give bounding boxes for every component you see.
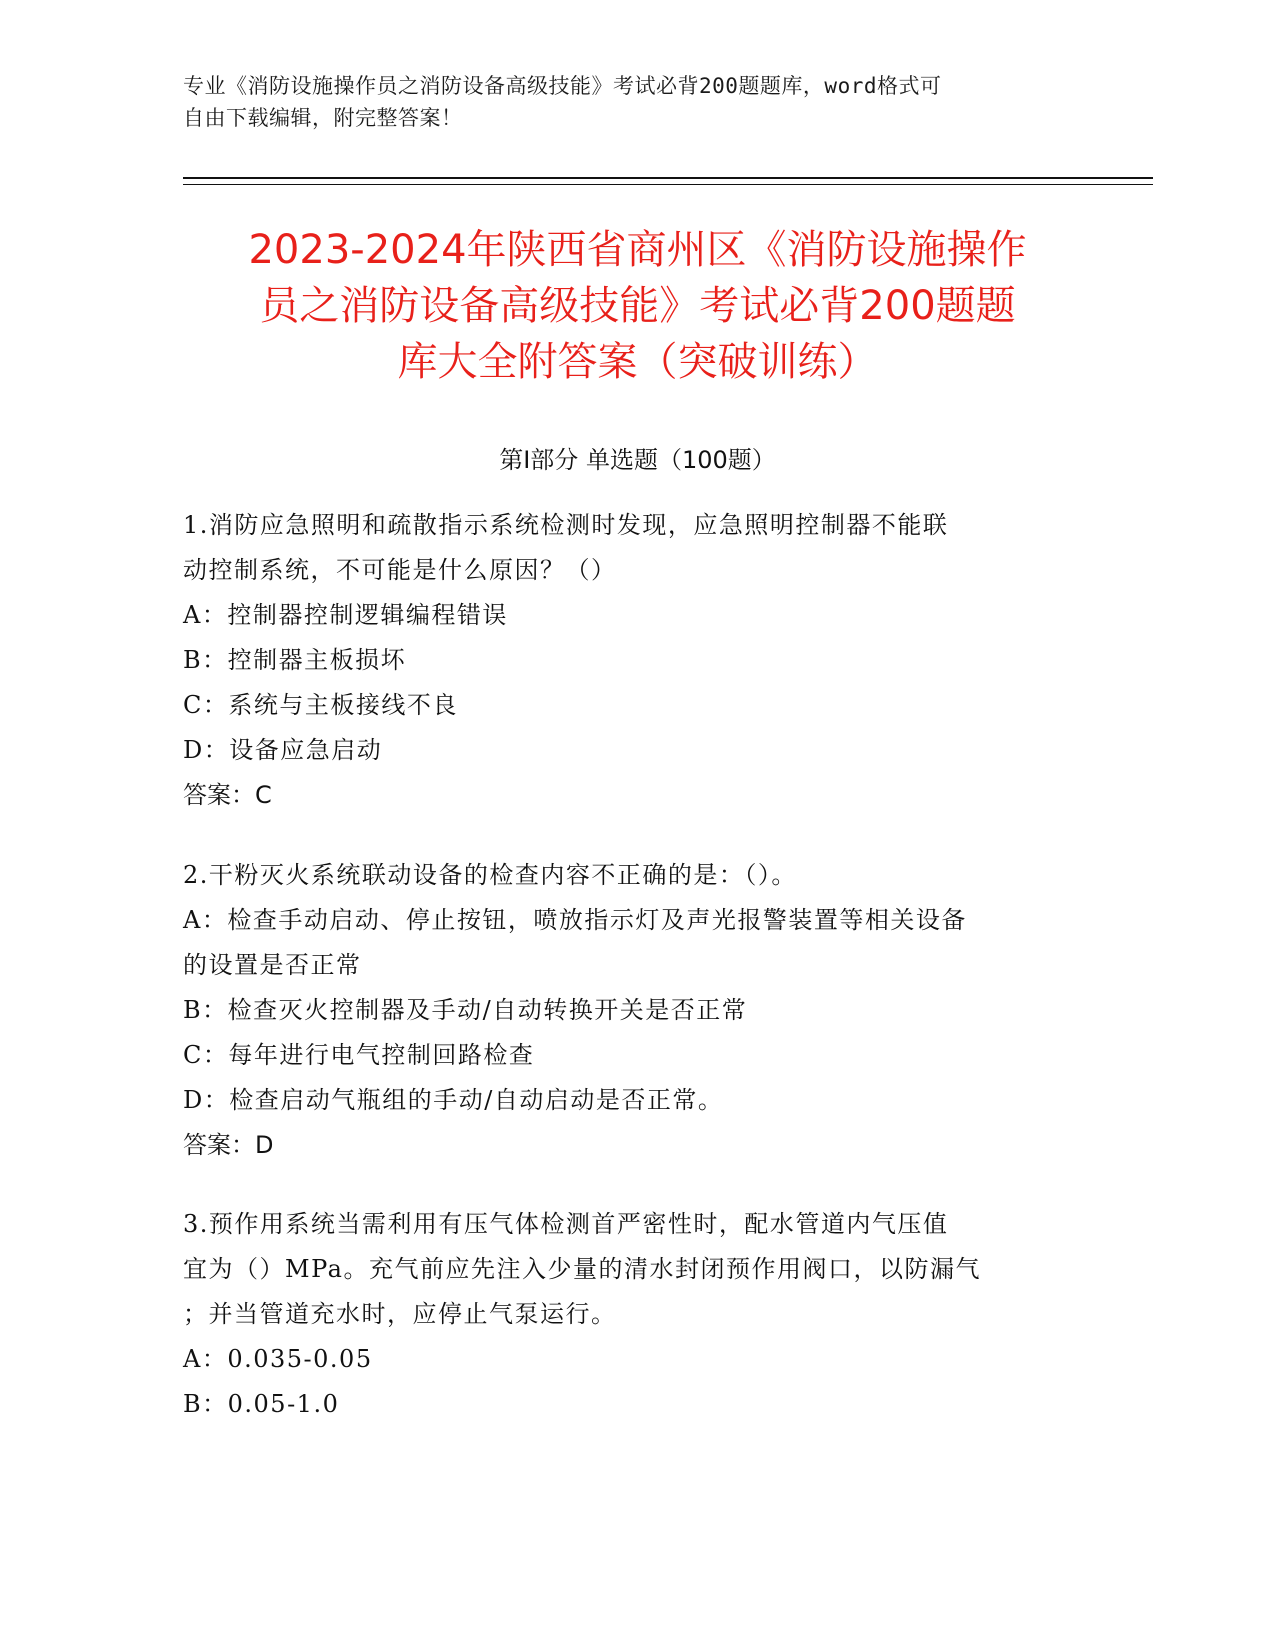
question-item (183, 1202, 1063, 1427)
option-d: D：检查启动气瓶组的手动/自动启动是否正常。 (183, 1086, 724, 1114)
option-b: B：检查灭火控制器及手动/自动转换开关是否正常 (183, 996, 748, 1024)
divider (183, 177, 1153, 179)
answer: 答案：D (183, 1131, 274, 1159)
header-note-line: 自由下载编辑，附完整答案！ (183, 106, 463, 130)
option-d: D：设备应急启动 (183, 736, 383, 764)
option-a: A：0.035-0.05 (183, 1345, 373, 1373)
question-stem: ；并当管道充水时，应停止气泵运行。 (183, 1300, 617, 1328)
question-item (183, 503, 1063, 818)
section-title: 第Ⅰ部分 单选题（100题） (499, 446, 776, 474)
question-item (183, 853, 1063, 1168)
option-b: B：0.05-1.0 (183, 1390, 340, 1418)
header-note (183, 70, 1063, 134)
divider (183, 184, 1153, 185)
question-stem: 1.消防应急照明和疏散指示系统检测时发现，应急照明控制器不能联 (183, 511, 949, 539)
question-stem: 宜为（）MPa。充气前应先注入少量的清水封闭预作用阀口，以防漏气 (183, 1255, 981, 1283)
option-a: A：检查手动启动、停止按钮，喷放指示灯及声光报警装置等相关设备 (183, 906, 967, 934)
option-a: A：控制器控制逻辑编程错误 (183, 601, 508, 629)
question-stem: 3.预作用系统当需利用有压气体检测首严密性时，配水管道内气压值 (183, 1210, 949, 1238)
document-title (150, 222, 1125, 390)
title-line: 2023-2024年陕西省商州区《消防设施操作 (248, 227, 1027, 273)
question-stem: 2.干粉灭火系统联动设备的检查内容不正确的是：（）。 (183, 861, 797, 889)
option-b: B：控制器主板损坏 (183, 646, 407, 674)
title-line: 员之消防设备高级技能》考试必背200题题 (259, 283, 1016, 329)
answer: 答案：C (183, 781, 272, 809)
option-c: C：系统与主板接线不良 (183, 691, 458, 719)
option-a-continued: 的设置是否正常 (183, 951, 362, 979)
question-stem: 动控制系统，不可能是什么原因？（） (183, 556, 617, 584)
option-c: C：每年进行电气控制回路检查 (183, 1041, 535, 1069)
title-line: 库大全附答案（突破训练） (397, 339, 878, 385)
header-note-line: 专业《消防设施操作员之消防设备高级技能》考试必背200题题库，word格式可 (183, 74, 942, 98)
